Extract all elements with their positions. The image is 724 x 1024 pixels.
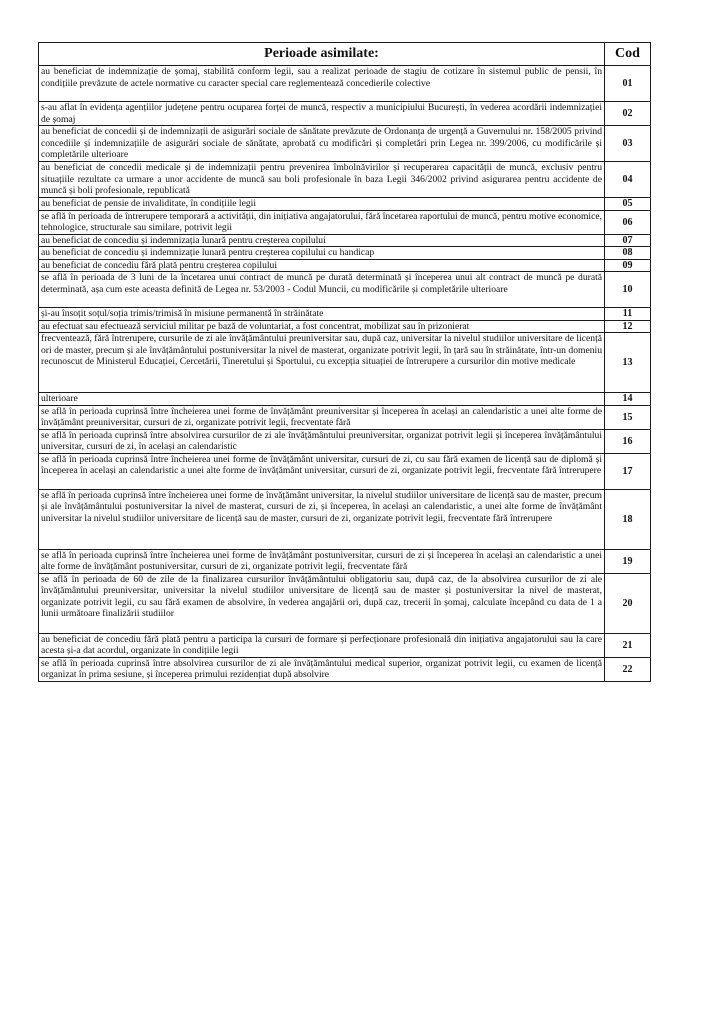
row-text: au beneficiat de concediu și indemnizație lunară pentru creșterea copilului cu handicap: [39, 247, 605, 260]
row-text: au beneficiat de concediu fără plată pentru creșterea copilului: [39, 259, 605, 272]
row-code: 11: [605, 308, 651, 321]
table-row: [39, 234, 651, 247]
row-text: au beneficiat de pensie de invaliditate, în condițiile legii: [39, 198, 605, 211]
row-code: 15: [605, 405, 651, 429]
row-code: 21: [605, 633, 651, 657]
row-code: 03: [605, 126, 651, 162]
row-text: se află în perioada cuprinsă între încheierea unei forme de învățământ preuniversitar și începerea în același an calendaristic a unei alte forme de învățământ preuniversitar, cursuri de zi, organizate potrivit legii, frecventate fără: [39, 405, 605, 429]
table-row: [39, 549, 651, 573]
row-code: 07: [605, 234, 651, 247]
table-header-row: [39, 43, 651, 66]
row-code: 09: [605, 259, 651, 272]
row-code: 04: [605, 162, 651, 198]
row-code: 08: [605, 247, 651, 260]
table-row: [39, 247, 651, 260]
table-row: [39, 308, 651, 321]
row-code: 05: [605, 198, 651, 211]
table-row: [39, 429, 651, 453]
row-text: au beneficiat de concedii medicale și de indemnizații pentru prevenirea îmbolnăvirilor și recuperarea capacității de muncă, exclusiv pentru situațiile rezultate ca urmare a unor accidente de muncă sau boli profesionale în baza Legii 346/2002 privind asigurarea pentru accidente de muncă și boli profesionale, republicată: [39, 162, 605, 198]
table-row: [39, 102, 651, 126]
header-periods: Perioade asimilate:: [39, 43, 605, 66]
row-text: au beneficiat de concediu fără plată pentru a participa la cursuri de formare și perfecționare profesională din inițiativa angajatorului sau la care acesta și-a dat acordul, organizate în condițiile legii: [39, 633, 605, 657]
row-text: au efectuat sau efectuează serviciul militar pe bază de voluntariat, a fost concentrat, mobilizat sau în prizonierat: [39, 320, 605, 333]
row-code: 13: [605, 333, 651, 393]
table-row: [39, 633, 651, 657]
table-row: [39, 126, 651, 162]
row-text: ulterioare: [39, 393, 605, 406]
row-text: se află în perioada de 3 luni de la încetarea unui contract de muncă pe durată determinată și începerea unui alt contract de muncă pe durată determinată, așa cum este aceasta definită de Legea nr. 53/2003 - Codul Muncii, cu modificările și completările ulterioare: [39, 272, 605, 308]
row-code: 20: [605, 573, 651, 633]
row-text: au beneficiat de concedii și de indemnizații de asigurări sociale de sănătate prevăzute de Ordonanța de urgență a Guvernului nr. 158/2005 privind concediile și indemnizațiile de asigurări sociale de sănătate, aprobată cu modificări și completări prin Legea nr. 399/2006, cu modificările și completările ulterioare: [39, 126, 605, 162]
row-code: 10: [605, 272, 651, 308]
row-text: s-au aflat în evidența agențiilor județene pentru ocuparea forței de muncă, respectiv a municipiului București, în vederea acordării indemnizației de șomaj: [39, 102, 605, 126]
row-text: frecventează, fără întrerupere, cursurile de zi ale învățământului preuniversitar sau, după caz, universitar la nivelul studiilor universitare de licență ori de master, precum și ale învățământului postuniversitar la nivel de masterat, organizate potrivit legii, în țară sau în străinătate, într-un domeniu recunoscut de Ministerul Educației, Cercetării, Tineretului și Sportului, cu excepția situației de întrerupere a cursurilor din motive medicale: [39, 333, 605, 393]
row-code: 12: [605, 320, 651, 333]
table-row: [39, 393, 651, 406]
table-row: [39, 453, 651, 489]
table-row: [39, 320, 651, 333]
row-code: 18: [605, 489, 651, 549]
table-row: [39, 259, 651, 272]
row-text: se află în perioada cuprinsă între încheierea unei forme de învățământ universitar, cursuri de zi, cu sau fără examen de licență sau de diplomă și începerea în același an calendaristic a unei alte forme de învățământ universitar, cursuri de zi, organizate potrivit legii, frecventate fără întrerupere: [39, 453, 605, 489]
table-row: [39, 162, 651, 198]
row-code: 01: [605, 66, 651, 102]
table-row: [39, 489, 651, 549]
row-code: 02: [605, 102, 651, 126]
table-row: [39, 272, 651, 308]
table-row: [39, 573, 651, 633]
row-code: 22: [605, 657, 651, 681]
row-text: se află în perioada cuprinsă între absolvirea cursurilor de zi ale învățământului preuniversitar, organizat potrivit legii și începerea învățământului universitar, cursuri de zi, în același an calendaristic: [39, 429, 605, 453]
row-code: 19: [605, 549, 651, 573]
row-code: 16: [605, 429, 651, 453]
table-row: [39, 333, 651, 393]
table-row: [39, 198, 651, 211]
row-text: au beneficiat de indemnizație de șomaj, stabilită conform legii, sau a realizat perioade de stagiu de cotizare în sistemul public de pensii, în condițiile prevăzute de actele normative cu caracter special care reglementează concedierile colective: [39, 66, 605, 102]
row-code: 14: [605, 393, 651, 406]
row-code: 17: [605, 453, 651, 489]
row-text: și-au însoțit soțul/soția trimis/trimisă în misiune permanentă în străinătate: [39, 308, 605, 321]
row-text: se află în perioada de întrerupere temporară a activității, din inițiativa angajatorului, fără încetarea raportului de muncă, pentru motive economice, tehnologice, structurale sau similare, potrivit legii: [39, 210, 605, 234]
row-code: 06: [605, 210, 651, 234]
row-text: se află în perioada de 60 de zile de la finalizarea cursurilor învățământului obligatoriu sau, după caz, de la absolvirea cursurilor de zi ale învățământului preuniversitar, universitar la nivelul studiilor universitare de licență sau de master și postuniversitar la nivel de masterat, organizate potrivit legii, cu sau fără examen de absolvire, în vederea angajării ori, după caz, trecerii în șomaj, calculate începând cu data de 1 a lunii următoare finalizării studiilor: [39, 573, 605, 633]
table-row: [39, 405, 651, 429]
table-row: [39, 657, 651, 681]
table-row: [39, 210, 651, 234]
row-text: se află în perioada cuprinsă între absolvirea cursurilor de zi ale învățământului medical superior, organizat potrivit legii, cu examen de licență organizat în prima sesiune, și începerea primului rezidențiat după absolvire: [39, 657, 605, 681]
assimilated-periods-table: [38, 42, 651, 682]
row-text: au beneficiat de concediu și indemnizația lunară pentru creșterea copilului: [39, 234, 605, 247]
header-code: Cod: [605, 43, 651, 66]
table-row: [39, 66, 651, 102]
row-text: se află în perioada cuprinsă între încheierea unei forme de învățământ postuniversitar, cursuri de zi și începerea în același an calendaristic a unei alte forme de învățământ postuniversitar, cursuri de zi, organizate potrivit legii, frecventate fără: [39, 549, 605, 573]
row-text: se află în perioada cuprinsă între încheierea unei forme de învățământ universitar, la nivelul studiilor universitare de licență sau de master, precum și ale învățământului postuniversitar la nivel de masterat, cursuri de zi, și începerea, în același an calendaristic, a unei alte forme de învățământ universitar la nivelul studiilor universitare de licență sau de master, cursuri de zi, organizate potrivit legii, frecventate fără întrerupere: [39, 489, 605, 549]
